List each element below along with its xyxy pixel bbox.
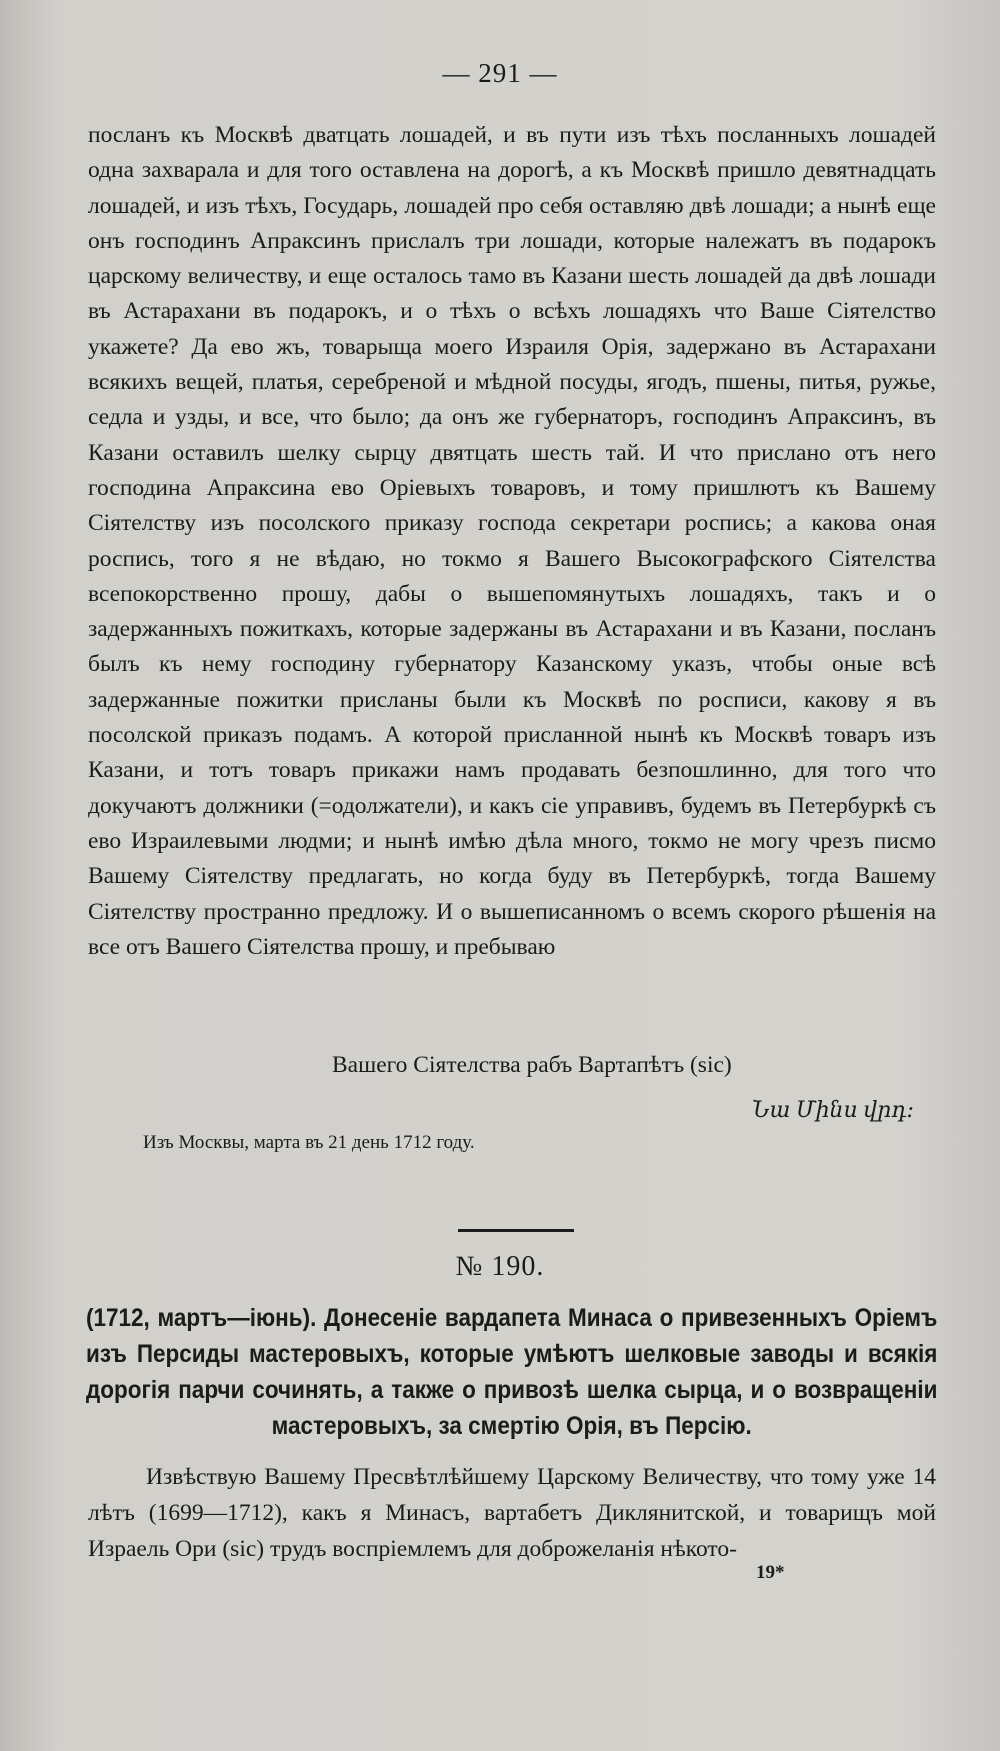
- place-date: Изъ Москвы, марта въ 21 день 1712 году.: [143, 1132, 475, 1153]
- body-paragraph-text: посланъ къ Москвѣ дватцать лошадей, и въ пути изъ тѣхъ посланныхъ лошадей одна захварала и для того оставлена на дорогѣ, а къ Москвѣ пришло девятнадцать лошадей, и изъ тѣхъ, Государь, лошадей про себя оставляю двѣ лошади; а нынѣ еще онъ господинъ Апраксинъ прислалъ три лошади, которые належатъ въ подарокъ царскому величеству, и еще осталось тамо въ Казани шесть лошадей да двѣ лошади въ Астарахани въ подарокъ, и о тѣхъ о всѣхъ лошадяхъ что Ваше Сіятелство укажете? Да ево жъ, товарыща моего Израиля Орія, задержано въ Астарахани всякихъ вещей, платья, серебреной и мѣдной посуды, ягодъ, пшены, питья, ружье, седла и узды, и все, что было; да онъ же губернаторъ, господинъ Апраксинъ, въ Казани оставилъ шелку сырцу двятцать шесть тай. И что прислано отъ него господина Апраксина ево Оріевыхъ товаровъ, и тому пришлютъ къ Вашему Сіятелству изъ посолского приказу господа секретари роспись; а какова оная роспись, того я не вѣдаю, но токмо я Вашего Высокографского Сіятелства всепокорственно прошу, дабы о вышепомянутыхъ лошадяхъ, такъ и о задержанныхъ пожиткахъ, которые задержаны въ Астарахани и въ Казани, посланъ былъ къ нему господину губернатору Казанскому указъ, чтобы оные всѣ задержанные пожитки присланы были къ Москвѣ по росписи, какову я въ посолской приказъ подамъ. А которой присланной нынѣ къ Москвѣ товаръ изъ Казани, и тотъ товаръ прикажи намъ продавать безпошлинно, для того что докучаютъ должники (=одолжатели), и какъ сіе управивъ, будемъ въ Петербуркѣ съ ево Израилевыми людми; и нынѣ имѣю дѣла много, токмо не могу чрезъ писмо Вашему Сіятелству предлагать, но когда буду въ Петербуркѣ, тогда Вашему Сіятелству пространно предложу. И о вышеписанномъ о всемъ скорого рѣшенія на все отъ Вашего Сіятелства прошу, и пребываю: [88, 122, 936, 960]
- armenian-signature: Նա Մինս վրդ։: [752, 1097, 915, 1122]
- printer-signature-mark: 19*: [756, 1562, 785, 1583]
- body-paragraph: [88, 118, 936, 965]
- section-separator: [458, 1229, 574, 1232]
- document-heading: (1712, мартъ—іюнь). Донесеніе вардапета Минаса о привезенныхъ Оріемъ изъ Персиды мастеровыхъ, которые умѣютъ шелковые заводы и всякія дорогія парчи сочинять, а также о привозѣ шелка сырца, и о возвращеніи мастеровыхъ, за смертію Орія, въ Персію.: [86, 1304, 938, 1440]
- page-number: — 291 —: [442, 58, 558, 88]
- second-paragraph: Извѣствую Вашему Пресвѣтлѣйшему Царскому Величеству, что тому уже 14 лѣтъ (1699—1712), какъ я Минасъ, вартабетъ Диклянитской, и товарищъ мой Израель Ори (sic) трудъ воспріемлемъ для доброжеланія нѣкото-: [88, 1464, 936, 1562]
- signature-line: Вашего Сіятелства рабъ Вартапѣтъ (sic): [332, 1052, 732, 1078]
- document-number: № 190.: [455, 1251, 545, 1282]
